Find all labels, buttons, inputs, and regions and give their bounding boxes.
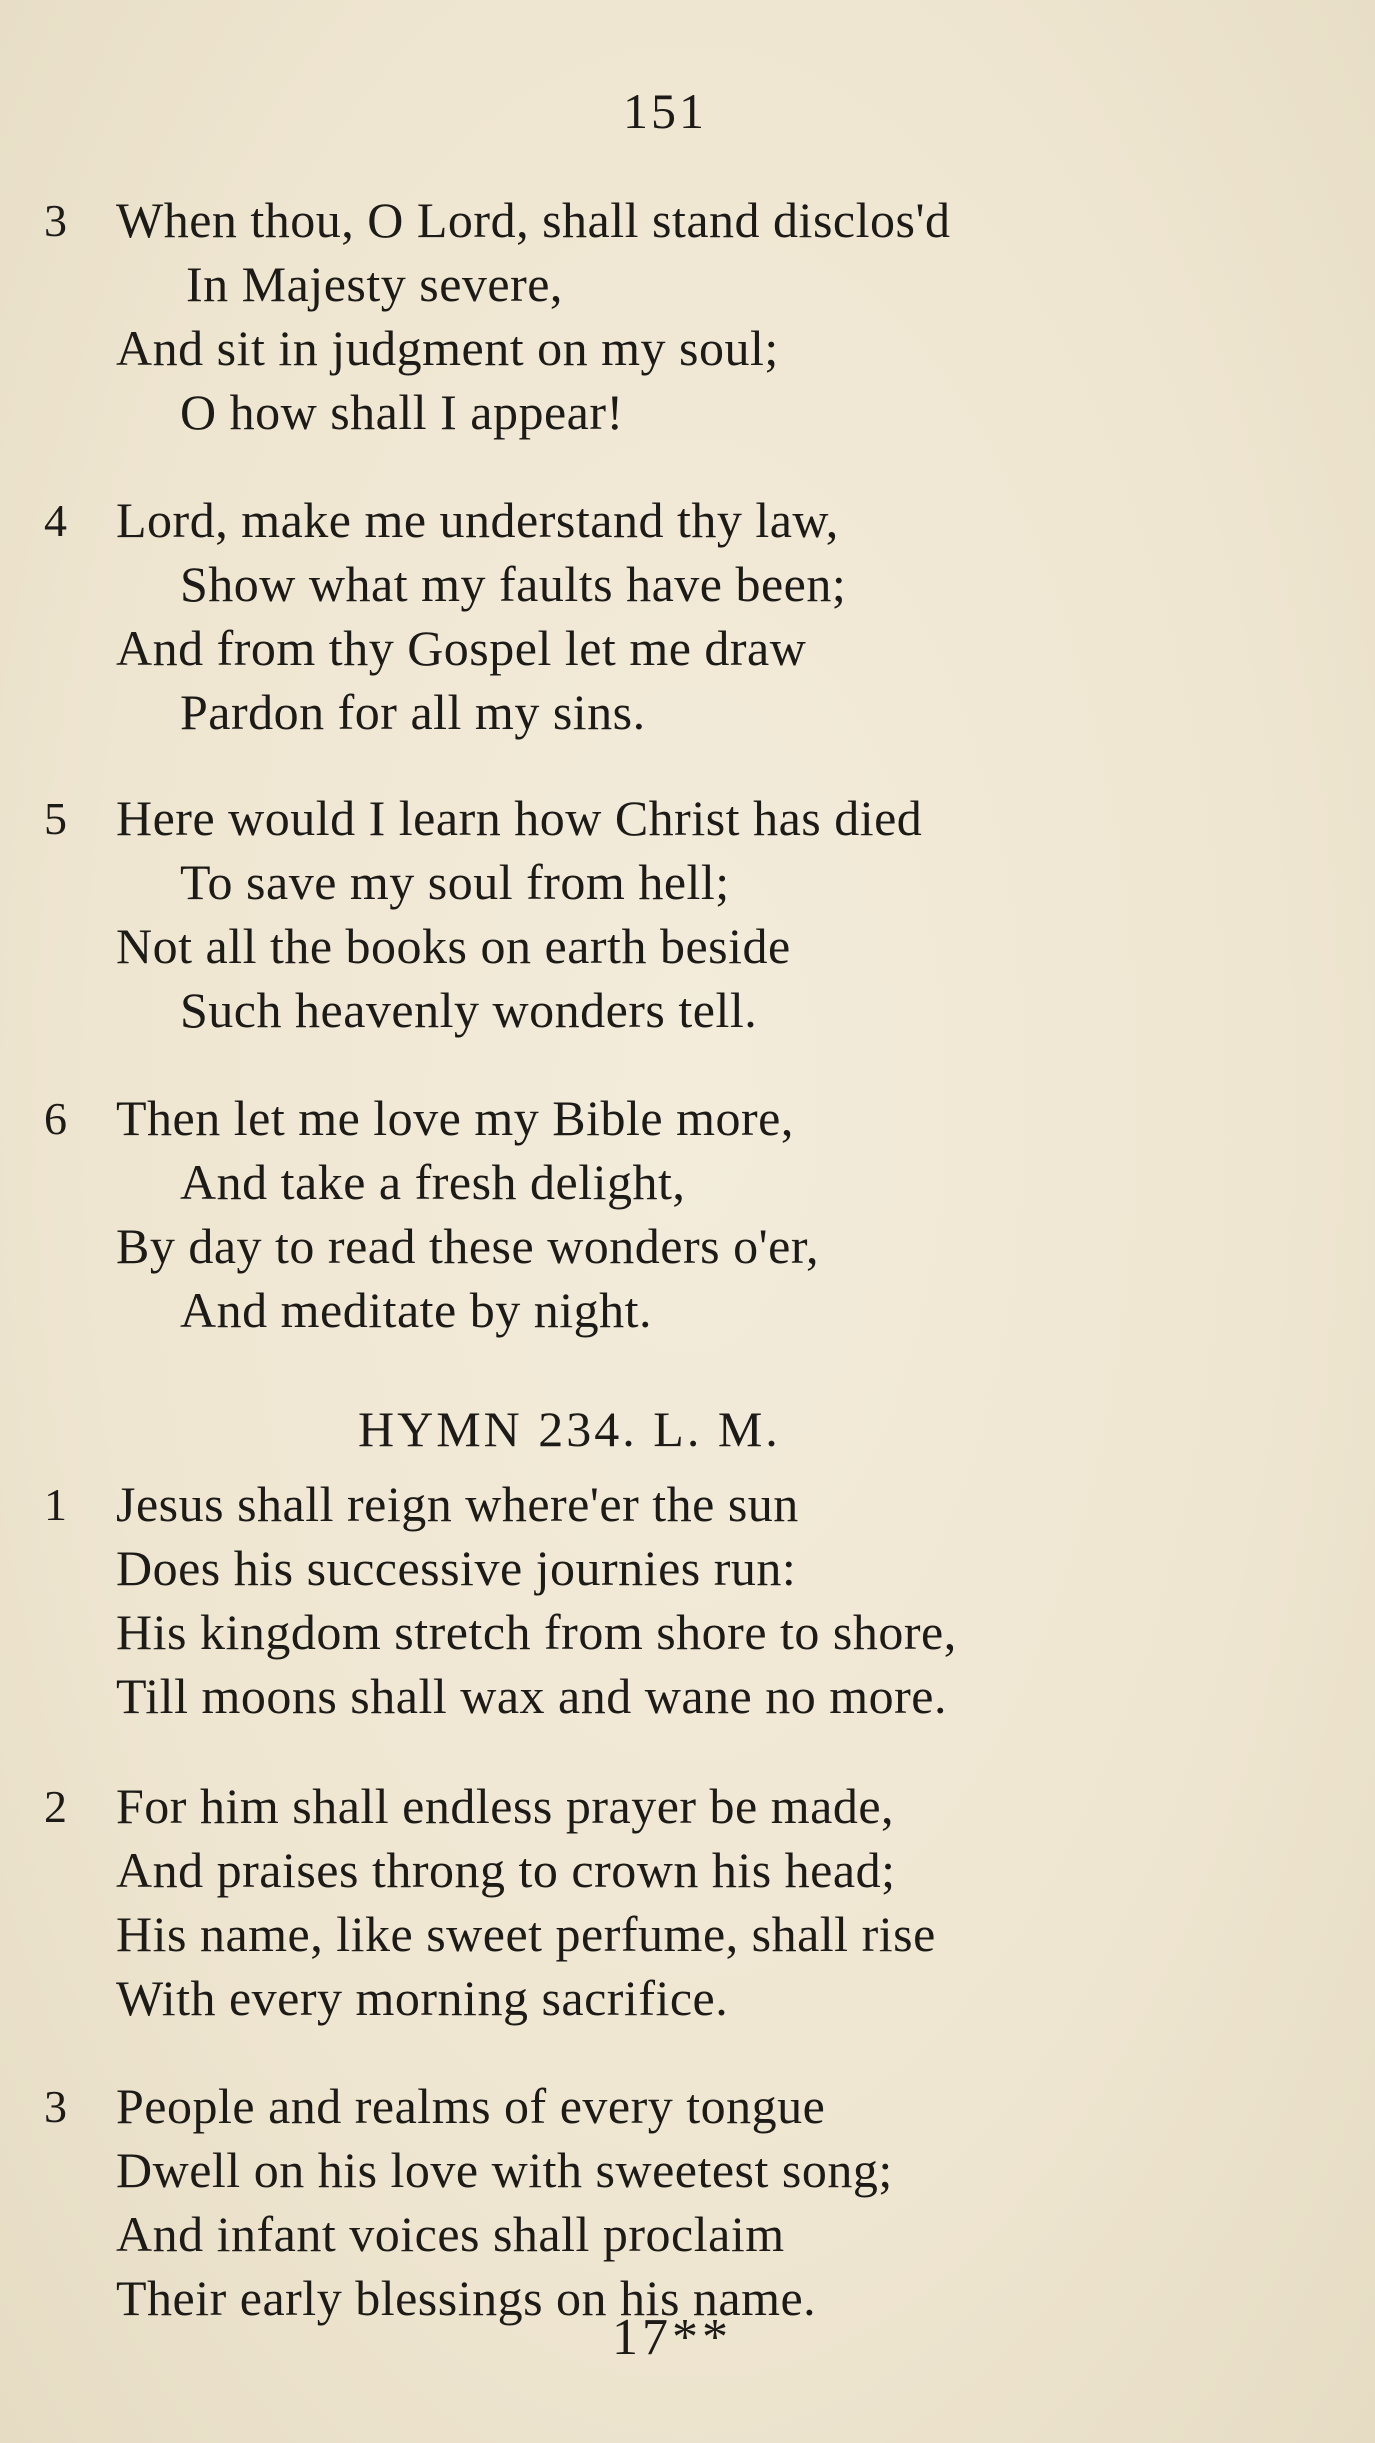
verse-line: And meditate by night. <box>180 1282 653 1338</box>
verse-line: Their early blessings on his name. <box>116 2270 817 2326</box>
verse-number: 4 <box>44 495 67 546</box>
verse-line: And from thy Gospel let me draw <box>116 620 807 676</box>
verse-line: Does his successive journies run: <box>116 1540 797 1596</box>
verse-line: Till moons shall wax and wane no more. <box>116 1668 947 1724</box>
verse-line: And take a fresh delight, <box>180 1154 686 1210</box>
verse-line: Dwell on his love with sweetest song; <box>116 2142 893 2198</box>
verse-line: For him shall endless prayer be made, <box>116 1778 895 1834</box>
hymn-heading: HYMN 234. L. M. <box>358 1401 781 1457</box>
page-number: 151 <box>623 83 707 139</box>
verse-line: When thou, O Lord, shall stand disclos'd <box>116 192 951 248</box>
verse-line: And praises throng to crown his head; <box>116 1842 896 1898</box>
verse-number: 5 <box>44 793 67 844</box>
verse-number: 1 <box>44 1479 67 1530</box>
verse-line: Such heavenly wonders tell. <box>180 982 758 1038</box>
verse-line: By day to read these wonders o'er, <box>116 1218 819 1274</box>
verse-line: Then let me love my Bible more, <box>116 1090 794 1146</box>
verse-line: And sit in judgment on my soul; <box>116 320 779 376</box>
verse-number: 2 <box>44 1781 67 1832</box>
verse-line: Pardon for all my sins. <box>180 684 646 740</box>
verse-line: His name, like sweet perfume, shall rise <box>116 1906 936 1962</box>
verse-number: 6 <box>44 1093 67 1144</box>
verse-line: Not all the books on earth beside <box>116 918 791 974</box>
verse-line: Jesus shall reign where'er the sun <box>116 1476 799 1532</box>
signature-mark: 17** <box>612 2309 732 2366</box>
verse-line: Show what my faults have been; <box>180 556 847 612</box>
verse-line: His kingdom stretch from shore to shore, <box>116 1604 957 1660</box>
verse-number: 3 <box>44 195 67 246</box>
verse-line: And infant voices shall proclaim <box>116 2206 785 2262</box>
verse-line: In Majesty severe, <box>186 256 563 312</box>
verse-number: 3 <box>44 2081 67 2132</box>
verse-line: Here would I learn how Christ has died <box>116 790 923 846</box>
verse-line: Lord, make me understand thy law, <box>116 492 839 548</box>
verse-line: With every morning sacrifice. <box>116 1970 729 2026</box>
verse-line: O how shall I appear! <box>180 384 624 440</box>
verse-line: To save my soul from hell; <box>180 854 730 910</box>
verse-line: People and realms of every tongue <box>116 2078 826 2134</box>
